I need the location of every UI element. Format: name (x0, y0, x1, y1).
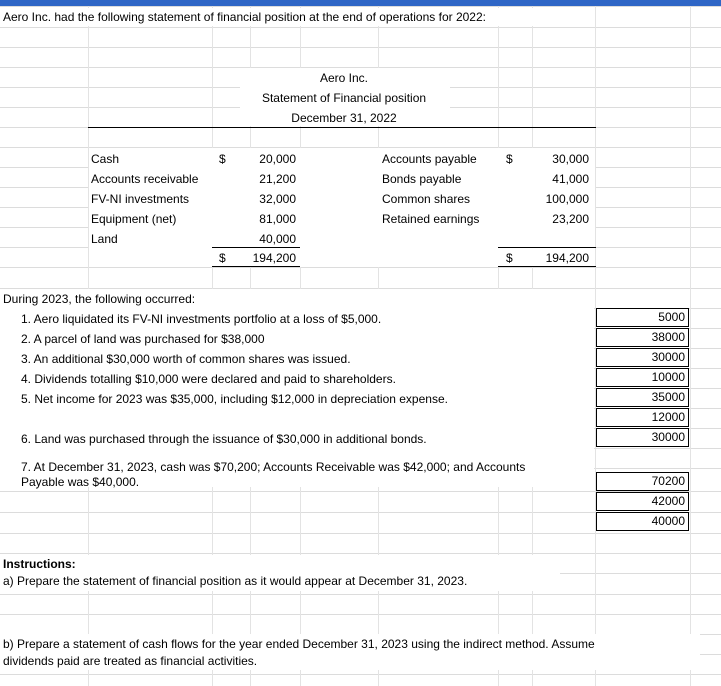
asset-value: 81,000 (259, 212, 296, 226)
asset-label: Accounts receivable (91, 172, 199, 186)
instruction-a: a) Prepare the statement of financial position as it would appear at December 31, 2023. (3, 574, 468, 588)
answer-cell[interactable]: 35000 (596, 388, 689, 407)
answer-cell[interactable]: 5000 (596, 308, 689, 327)
asset-value: 21,200 (259, 172, 296, 186)
event-item: 7. At December 31, 2023, cash was $70,200; Accounts Receivable was $42,000; and Accounts (21, 460, 526, 474)
instructions-heading: Instructions: (3, 557, 76, 571)
assets-total-double-rule (212, 266, 300, 267)
asset-label: Land (91, 232, 118, 246)
event-item: 1. Aero liquidated its FV-NI investments portfolio at a loss of $5,000. (21, 312, 382, 326)
asset-label: Equipment (net) (91, 212, 177, 226)
event-item-continued: Payable was $40,000. (21, 475, 140, 489)
equity-label: Common shares (382, 192, 471, 206)
currency-symbol: $ (219, 251, 226, 265)
currency-symbol: $ (219, 152, 226, 166)
event-item: 4. Dividends totalling $10,000 were declared and paid to shareholders. (21, 372, 396, 386)
liabilities-total-rule (498, 247, 596, 248)
asset-label: FV-NI investments (91, 192, 190, 206)
asset-value: 20,000 (259, 152, 296, 166)
answer-cell[interactable]: 70200 (596, 472, 689, 491)
liability-label: Bonds payable (382, 172, 462, 186)
equity-label: Retained earnings (382, 212, 480, 226)
statement-date: December 31, 2022 (291, 111, 397, 125)
asset-value: 32,000 (259, 192, 296, 206)
instruction-b-continued: dividends paid are treated as financial activities. (3, 654, 258, 668)
answer-cell[interactable]: 10000 (596, 368, 689, 387)
assets-total: 194,200 (252, 251, 296, 265)
asset-label: Cash (91, 152, 120, 166)
answer-cell[interactable]: 12000 (596, 408, 689, 427)
assets-total-rule (212, 247, 300, 248)
event-item: 3. An additional $30,000 worth of common shares was issued. (21, 352, 351, 366)
statement-title: Statement of Financial position (261, 91, 427, 105)
answer-cell[interactable]: 30000 (596, 348, 689, 367)
liability-value: 41,000 (552, 172, 589, 186)
statement-header-rule (88, 127, 596, 128)
equity-value: 23,200 (552, 212, 589, 226)
liability-label: Accounts payable (382, 152, 477, 166)
answer-cell[interactable]: 30000 (596, 428, 689, 447)
asset-value: 40,000 (259, 232, 296, 246)
event-item: 6. Land was purchased through the issuance of $30,000 in additional bonds. (21, 432, 427, 446)
currency-symbol: $ (506, 251, 513, 265)
event-item: 2. A parcel of land was purchased for $38,000 (21, 332, 265, 346)
currency-symbol: $ (506, 152, 513, 166)
liabilities-total-double-rule (498, 266, 596, 267)
liability-value: 30,000 (552, 152, 589, 166)
instruction-b: b) Prepare a statement of cash flows for the year ended December 31, 2023 using the indirect method. Assume (3, 637, 595, 651)
events-heading: During 2023, the following occurred: (3, 292, 196, 306)
answer-cell[interactable]: 40000 (596, 512, 689, 531)
answer-cell[interactable]: 42000 (596, 492, 689, 511)
intro-text: Aero Inc. had the following statement of financial position at the end of operations for 2022: (3, 10, 486, 24)
company-name: Aero Inc. (319, 71, 369, 85)
equity-value: 100,000 (545, 192, 589, 206)
liabilities-equity-total: 194,200 (545, 251, 589, 265)
event-item: 5. Net income for 2023 was $35,000, including $12,000 in depreciation expense. (21, 392, 448, 406)
answer-cell[interactable]: 38000 (596, 328, 689, 347)
